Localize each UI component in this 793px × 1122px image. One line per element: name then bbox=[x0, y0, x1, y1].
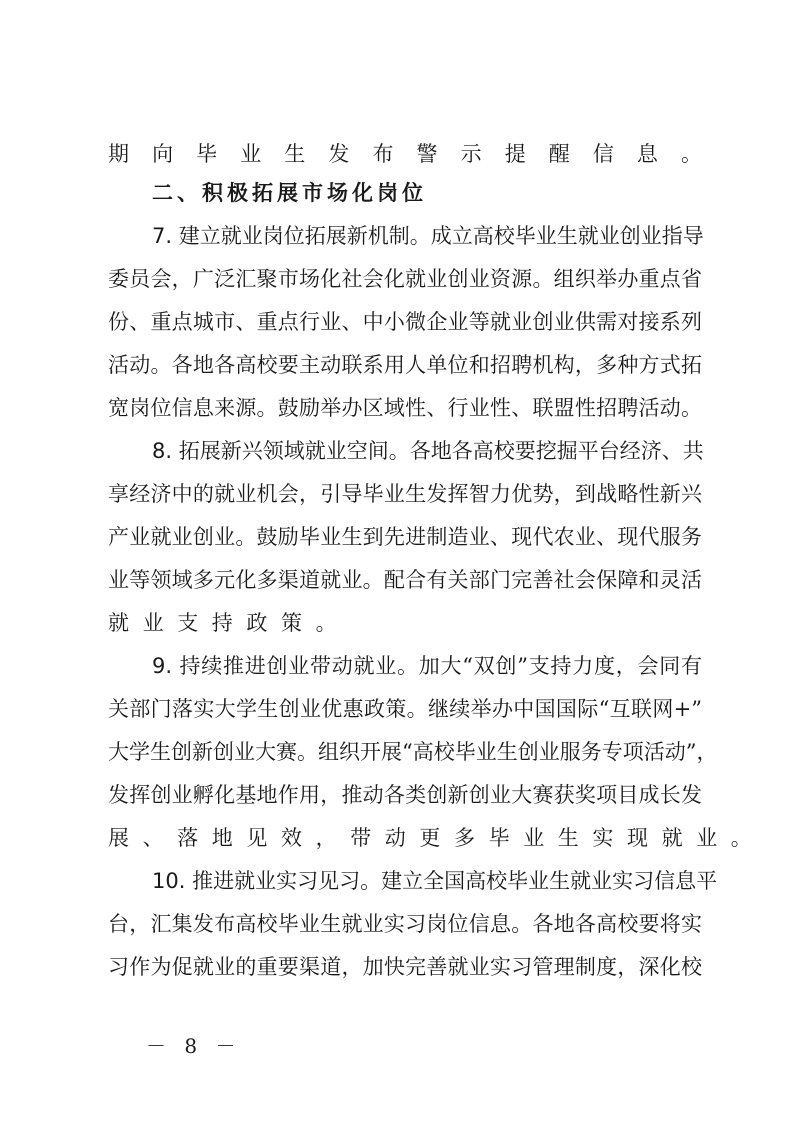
paragraph-8-title: 8. 拓展新兴领域就业空间。 bbox=[152, 439, 410, 463]
text-line: 展、落地见效，带动更多毕业生实现就业。 bbox=[108, 826, 766, 850]
text-line: 份、重点城市、重点行业、中小微企业等就业创业供需对接系列 bbox=[108, 310, 702, 334]
paragraph-10-title: 10. 推进就业实习见习。 bbox=[152, 869, 382, 893]
paragraph-9-title: 9. 持续推进创业带动就业。 bbox=[152, 654, 419, 678]
text-line: 大学生创新创业大赛。组织开展“高校毕业生创业服务专项活动”， bbox=[108, 740, 718, 764]
text: 建立全国高校毕业生就业实习信息平 bbox=[381, 869, 718, 893]
text-line: 就业支持政策。 bbox=[108, 611, 351, 635]
text-line: 业等领域多元化多渠道就业。配合有关部门完善社会保障和灵活 bbox=[108, 568, 702, 592]
text-line: 产业就业创业。鼓励毕业生到先进制造业、现代农业、现代服务 bbox=[108, 525, 702, 549]
text-line: 台，汇集发布高校毕业生就业实习岗位信息。各地各高校要将实 bbox=[108, 912, 702, 936]
paragraph-7-first-line bbox=[152, 215, 702, 258]
text-line: 发挥创业孵化基地作用，推动各类创新创业大赛获奖项目成长发 bbox=[108, 783, 702, 807]
text-line: 习作为促就业的重要渠道，加快完善就业实习管理制度，深化校 bbox=[108, 955, 702, 979]
paragraph-10-first-line bbox=[152, 860, 718, 903]
text-line: 关部门落实大学生创业优惠政策。继续举办中国国际“互联网+” bbox=[108, 697, 702, 721]
paragraph-9-first-line bbox=[152, 645, 702, 688]
section-heading: 二、积极拓展市场化岗位 bbox=[152, 181, 427, 205]
text-line: 宽岗位信息来源。鼓励举办区域性、行业性、联盟性招聘活动。 bbox=[108, 396, 702, 420]
text: 加大“双创”支持力度，会同有 bbox=[418, 654, 702, 678]
paragraph-8-first-line bbox=[152, 430, 702, 473]
paragraph-7-title: 7. 建立就业岗位拓展新机制。 bbox=[152, 224, 431, 248]
page-number: － 8 － bbox=[146, 1034, 242, 1058]
text-line: 享经济中的就业机会，引导毕业生发挥智力优势，到战略性新兴 bbox=[108, 482, 702, 506]
text: 各地各高校要挖掘平台经济、共 bbox=[409, 439, 704, 463]
text-line: 期向毕业生发布警示提醒信息。 bbox=[108, 142, 702, 166]
text-line: 活动。各地各高校要主动联系用人单位和招聘机构，多种方式拓 bbox=[108, 353, 702, 377]
text-line: 委员会，广泛汇聚市场化社会化就业创业资源。组织举办重点省 bbox=[108, 267, 702, 291]
text: 成立高校毕业生就业创业指导 bbox=[430, 224, 704, 248]
